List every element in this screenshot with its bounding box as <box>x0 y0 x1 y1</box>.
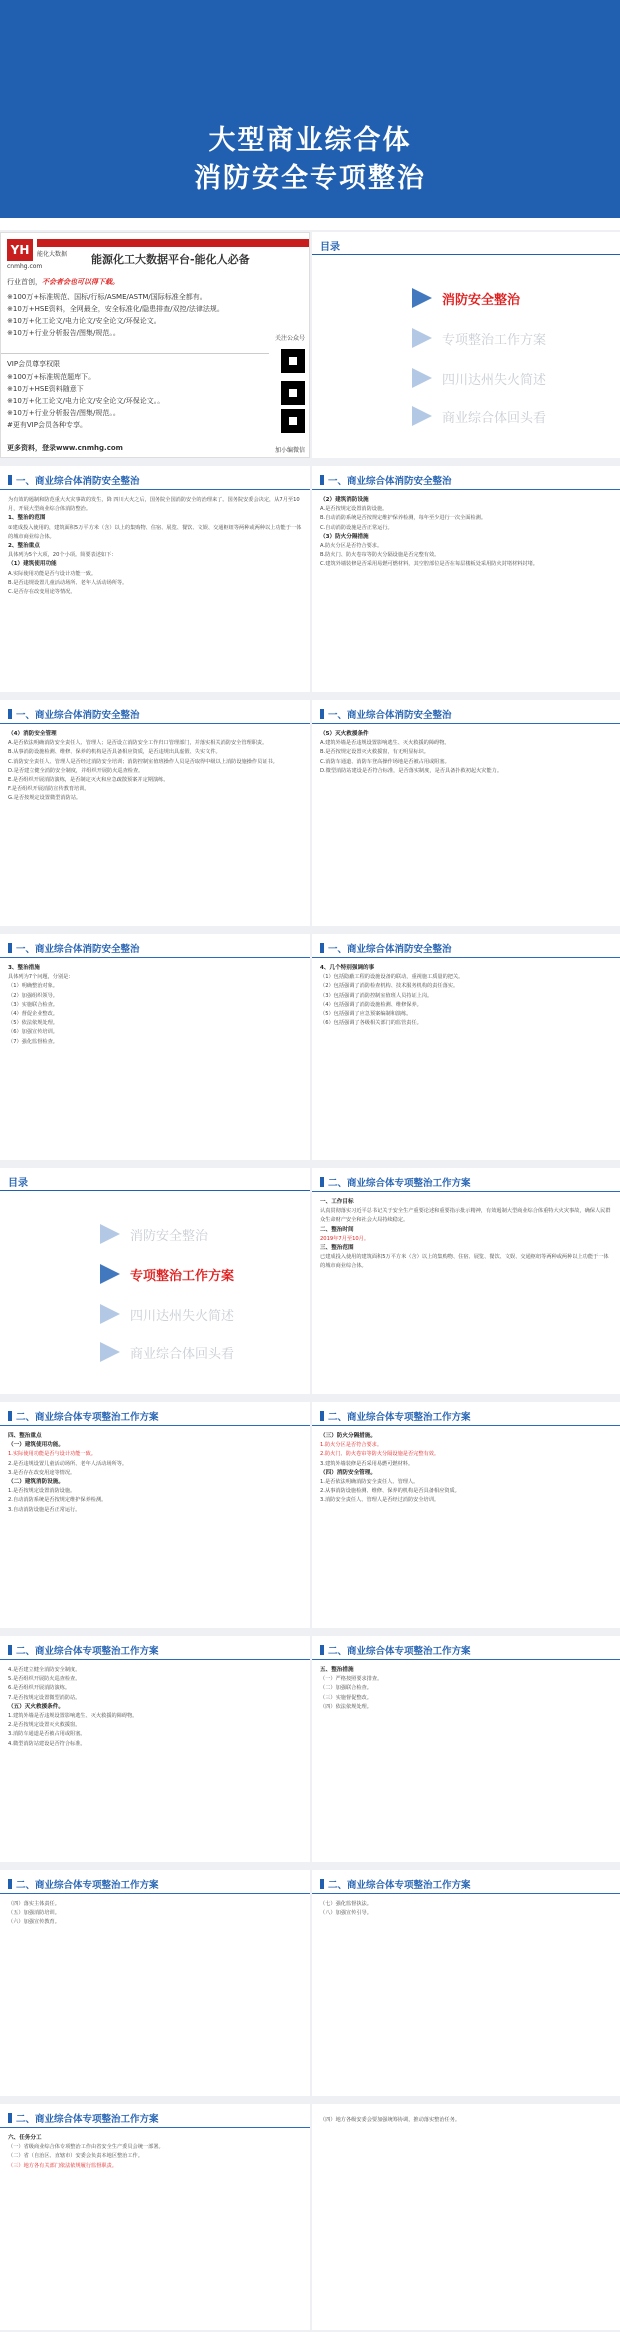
arrow-icon <box>100 1264 120 1284</box>
slide-title: 二、商业综合体专项整治工作方案 <box>0 1874 310 1894</box>
slide-5 <box>0 700 310 926</box>
arrow-icon <box>412 406 432 426</box>
ad-slogan: 能源化工大数据平台-能化人必备 <box>91 253 250 266</box>
toc-item-4[interactable]: 商业综合体回头看 <box>412 406 546 426</box>
slide-12 <box>312 1402 620 1628</box>
divider <box>1 353 269 354</box>
slide-10 <box>312 1168 620 1394</box>
slide-body: （4）消防安全管理 A.是否依法明确消防安全责任人、管理人；是否设立消防安全工作归口管理部门，并落实相关消防安全管理职责。 B.从事消防设施检测、维修、保养的机构是否具备相应资质，是否违规出具虚假、失实文件。 C.消防安全责任人、管理人是否经过消防安全培训；消防控制室值班操作人员是否取得中级以上消防设施操作员证书。 D.是否建立健全消防安全制度，并组织开展防火巡查检查。 E.是否组织开展消防演练，是否制定灭火和应急疏散预案并定期演练。 F.是否组织开展消防宣传教育培训。 G.是否按规定设置微型消防站。 <box>8 731 278 802</box>
brand-url: cnmhg.com <box>7 263 43 270</box>
slide-title: 二、商业综合体专项整治工作方案 <box>312 1172 620 1192</box>
arrow-icon <box>100 1224 120 1244</box>
cover-title-line2: 消防安全专项整治 <box>194 163 426 194</box>
slide-body: 4、几个特别强调的事 （1）包括隐蔽工程的设施设备的联动，重视施工质量的把关。 （2）包括强调了消防检查机构、技术服务机构的责任落实。 （3）包括强调了消防控制室值班人员持证上岗。 （4）包括强调了消防设施检测、维修保养。 （5）包括强调了应急预案编制和演练。 （6）包括强调了各级相关部门的监管责任。 <box>320 965 464 1027</box>
slide-13 <box>0 1636 310 1862</box>
toc-heading: 目录 <box>320 242 340 253</box>
slide-title: 一、商业综合体消防安全整治 <box>0 470 310 490</box>
slide-title: 二、商业综合体专项整治工作方案 <box>312 1874 620 1894</box>
slide-body: （四）落实主体责任。 （五）加强消防培训。 （六）加强宣传教育。 <box>8 1901 60 1926</box>
divider <box>312 254 620 255</box>
list-item: ※10万+化工论文/电力论文/安全论文/环保论文。。 <box>7 397 165 405</box>
cover-slide <box>0 0 620 230</box>
slide-title: 二、商业综合体专项整治工作方案 <box>0 1406 310 1426</box>
list-item: ※100万+标准规范、国标/行标/ASME/ASTM/国际标准全都有。 <box>7 293 207 301</box>
slide-body: （2）建筑消防设施 A.是否按规定设置消防设施。 B.自动消防系统是否按规定维护保养检测，每年至少进行一次全面检测。 C.自动消防设施是否正常运行。 （3）防火分隔措施 A.防火分区是否符合要求。 B.防火门、防火卷帘等防火分隔设施是否完整有效。 C.建筑外墙装修是否采用易燃可燃材料，其空腔部位是否在每层楼板处采用防火封堵材料封堵。 <box>320 497 538 568</box>
slide-title: 一、商业综合体消防安全整治 <box>312 470 620 490</box>
ad-red-bar <box>37 239 309 247</box>
slide-8 <box>312 934 620 1160</box>
list-item: ※10万+行业分析报告/图集/规范。。 <box>7 329 120 337</box>
arrow-icon <box>412 328 432 348</box>
slide-16 <box>312 1870 620 2096</box>
brand-logo: YH <box>7 239 33 261</box>
slide-title: 一、商业综合体消防安全整治 <box>0 704 310 724</box>
slide-14 <box>312 1636 620 1862</box>
slide-body: 4.是否建立健全消防安全制度。 5.是否组织开展防火巡查检查。 6.是否组织开展消防演练。 7.是否按规定设置微型消防站。 （五）灭火救援条件。 1.建筑外墙是否违规设置影响逃生、灭火救援的障碍物。 2.是否按规定设置灭火救援窗。 3.消防车通道是否被占用或阻塞。 4.微型消防站建设是否符合标准。 <box>8 1667 138 1747</box>
arrow-icon <box>412 368 432 388</box>
slide-body: 五、整治措施 （一）严格按照要求排查。 （二）加强联合检查。 （三）实施督促整改。 （四）依法依规处理。 <box>320 1667 383 1710</box>
slide-title: 一、商业综合体消防安全整治 <box>312 938 620 958</box>
toc-item-1[interactable]: 消防安全整治 <box>412 288 520 308</box>
qr-code-icon <box>281 349 305 373</box>
slide-body: 四、整治重点 （一）建筑使用功能。 1.实际使用功能是否与设计功能一致。 2.是否违规设置儿童活动场所、老年人活动场所等。 3.是否存在改变用途等情况。 （二）建筑消防设施。 1.是否按规定设置消防设施。 2.自动消防系统是否按规定维护保养检测。 3.自动消防设施是否正常运行。 <box>8 1433 128 1513</box>
slide-title: 一、商业综合体消防安全整治 <box>0 938 310 958</box>
toc-item-3[interactable]: 四川达州失火简述 <box>412 368 546 388</box>
ad-intro <box>7 277 119 287</box>
slide-body: 一、工作目标 认真贯彻落实习近平总书记关于安全生产重要论述和重要指示批示精神，有效遏制大型商业综合体重特大火灾事故，确保人民群众生命财产安全和社会大局持续稳定。 二、整治时间 2019年7月至10月。 三、整治范围 已建成投入使用的建筑面积5万平方米（含）以上的集购物、住宿、展览、餐饮、文娱、交通枢纽等两种或两种以上功能于一体的城市商业综合体。 <box>320 1199 611 1270</box>
cover-title-line1: 大型商业综合体 <box>208 125 412 156</box>
slide-body: （5）灭火救援条件 A.建筑外墙是否违规设置影响逃生、灭火救援的障碍物。 B.是否按规定设置灭火救援窗，有无明显标识。 C.消防车通道、消防车登高操作场地是否被占用或阻塞。 D.微型消防站建设是否符合标准，是否落实制度，是否具备扑救初起火灾能力。 <box>320 731 503 774</box>
toc-heading: 目录 <box>8 1178 28 1189</box>
list-item: #更有VIP会员各种专享。 <box>7 421 87 429</box>
slide-17 <box>0 2104 310 2330</box>
slide-title: 一、商业综合体消防安全整治 <box>312 704 620 724</box>
qr-code-icon <box>281 381 305 405</box>
ad-more-link[interactable]: 更多资料，登录www.cnmhg.com <box>7 444 123 452</box>
toc-item-1[interactable]: 消防安全整治 <box>100 1224 208 1244</box>
slide-body: 为有效的遏制和防范重大火灾事故的发生，降 四川大火之后，国务院全国消防安全的治理来了。国务院安委会决定，从7月至10月，开展大型商业综合体消防整治。 1、整治的范围 ①建成投入使用的，建筑面积5万平方米（含）以上的集购物、住宿、展览、餐饮、文娱、交通枢纽等两种或两种以上功能于一体的城市商业综合体。 2、整治重点 具体列为5个大项，20个小项。简要表述如下： （1）建筑使用功能 A.实际使用功能是否与设计功能一致。 B.是否违规设置儿童活动场所、老年人活动场所等。 C.是否存在改变用途等情况。 <box>8 497 302 596</box>
slide-body: （三）防火分隔措施。 1.防火分区是否符合要求。 2.防火门、防火卷帘等防火分隔设施是否完整有效。 3.建筑外墙装修是否采用易燃可燃材料。 （四）消防安全管理。 1.是否依法明确消防安全责任人、管理人。 2.从事消防设施检测、维修、保养的机构是否具备相应资质。 3.消防安全责任人、管理人是否经过消防安全培训。 <box>320 1433 460 1504</box>
ad-panel <box>0 232 310 458</box>
slide-body: （四）地方各级安委会要加强统筹协调，推动落实整治任务。 <box>320 2117 461 2123</box>
slide-6 <box>312 700 620 926</box>
follow-label: 关注公众号 <box>274 335 305 342</box>
ad-intro-em: 不会者会也可以得下载。 <box>42 278 119 286</box>
slide-18 <box>312 2104 620 2330</box>
brand-name: 能化大数据 <box>37 251 68 258</box>
arrow-icon <box>100 1342 120 1362</box>
vip-title: VIP会员尊享权限 <box>7 360 61 368</box>
toc-slide <box>312 232 620 458</box>
list-item: ※10万+HSE资料随意下 <box>7 385 84 393</box>
arrow-icon <box>100 1304 120 1324</box>
toc-slide-2 <box>0 1168 310 1394</box>
arrow-icon <box>412 288 432 308</box>
divider <box>0 1190 310 1191</box>
toc-item-2[interactable]: 专项整治工作方案 <box>100 1264 234 1284</box>
list-item: ※100万+标准规范题库下。 <box>7 373 96 381</box>
list-item: ※10万+化工论文/电力论文/安全论文/环保论文。 <box>7 317 161 325</box>
list-item: ※10万+HSE资料，全网最全，安全标准化/隐患排查/双控/法律法规。 <box>7 305 224 313</box>
toc-item-3[interactable]: 四川达州失火简述 <box>100 1304 234 1324</box>
ad-intro-text: 行业首创， <box>7 278 42 286</box>
slide-title: 二、商业综合体专项整治工作方案 <box>312 1406 620 1426</box>
slide-body: 六、任务分工 （一）省级商业综合体专项整治工作由省安全生产委员会统一部署。 （二）省（自治区、直辖市）安委会负责本地区整治工作。 （三）地方各有关部门依法依规履行监督职责。 <box>8 2135 164 2169</box>
slide-body: （七）强化监督执法。 （八）加强宣传引导。 <box>320 1901 372 1917</box>
slide-11 <box>0 1402 310 1628</box>
slide-3 <box>0 466 310 692</box>
slide-4 <box>312 466 620 692</box>
slide-title: 二、商业综合体专项整治工作方案 <box>312 1640 620 1660</box>
list-item: ※10万+行业分析报告/图集/规范。。 <box>7 409 120 417</box>
slide-title: 二、商业综合体专项整治工作方案 <box>0 1640 310 1660</box>
slide-7 <box>0 934 310 1160</box>
toc-item-4[interactable]: 商业综合体回头看 <box>100 1342 234 1362</box>
qr-code-icon <box>281 409 305 433</box>
wechat-label: 加小编微信 <box>274 447 305 454</box>
ad-feature-list <box>7 291 224 339</box>
vip-list <box>7 371 164 431</box>
toc-item-2[interactable]: 专项整治工作方案 <box>412 328 546 348</box>
slide-15 <box>0 1870 310 2096</box>
slide-title: 二、商业综合体专项整治工作方案 <box>0 2108 310 2128</box>
slide-body: 3、整治措施 具体列为7个问题，分别是： （1）明确整治对象。 （2）加强组织领导。 （3）实施联合检查。 （4）督促企业整改。 （5）依法依规处理。 （6）加强宣传培训。 （7）强化监督检查。 <box>8 965 74 1045</box>
